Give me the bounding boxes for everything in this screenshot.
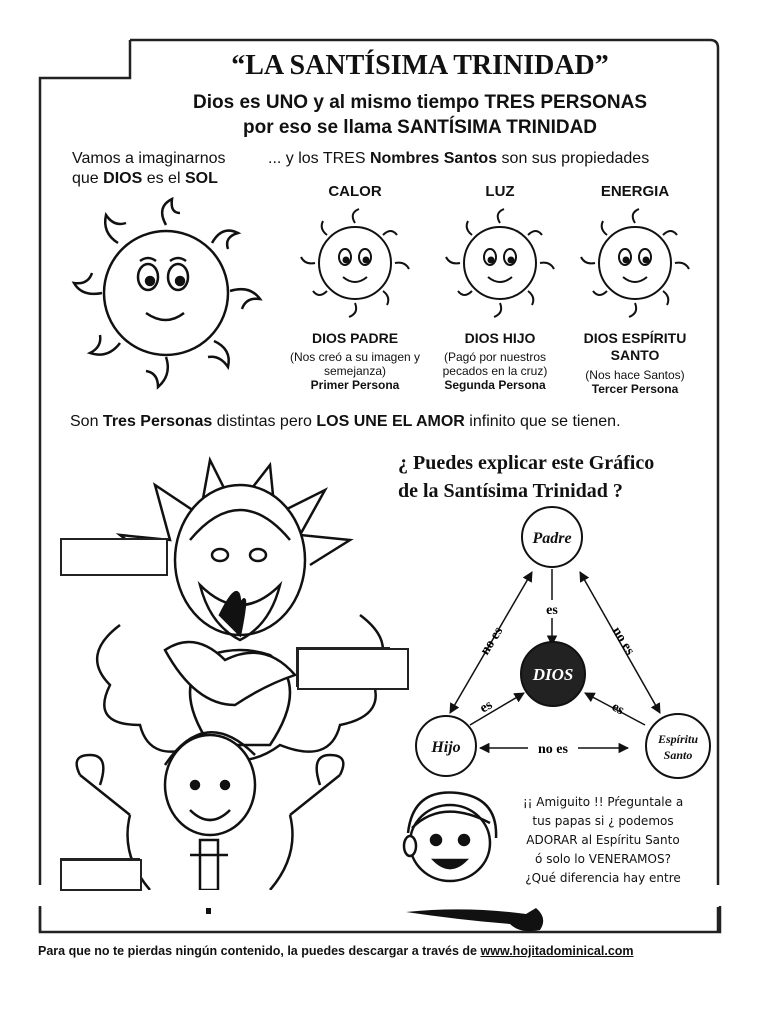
intro-left-2: que DIOS es el SOL bbox=[72, 170, 218, 187]
label-es-left: es bbox=[477, 697, 496, 717]
footer-text: Para que no te pierdas ningún contenido, la puedes descargar a través de www.hojitadominical.com bbox=[38, 944, 634, 958]
label-no-es-right: no es bbox=[608, 624, 638, 658]
kid-text-line-4: ó solo lo VENERAMOS? bbox=[535, 852, 671, 866]
property-name-energia: ENERGIA bbox=[600, 183, 670, 200]
property-name-luz: LUZ bbox=[485, 183, 515, 200]
kid-text-line-2: tus papas si ¿ podemos bbox=[532, 814, 674, 828]
label-padre: Padre bbox=[532, 530, 572, 547]
question-line-1: ¿ Puedes explicar este Gráfico bbox=[398, 452, 655, 474]
label-no-es-left: no es bbox=[477, 624, 507, 658]
label-espiritu-1: Espíritu bbox=[657, 732, 699, 746]
person-hijo: DIOS HIJO bbox=[464, 330, 536, 346]
label-es-top: es bbox=[546, 603, 558, 618]
node-espiritu bbox=[646, 714, 710, 778]
big-sun-illustration bbox=[62, 195, 272, 395]
page-title: “LA SANTÍSIMA TRINIDAD” bbox=[231, 50, 609, 81]
note-hijo: (Pagó por nuestros pecados en la cruz) Segunda Persona bbox=[442, 350, 548, 392]
subtitle-line-1: Dios es UNO y al mismo tiempo TRES PERSONAS bbox=[193, 92, 647, 113]
footer-link[interactable]: www.hojitadominical.com bbox=[480, 944, 634, 958]
kid-text-line-3: ADORAR al Espíritu Santo bbox=[526, 833, 680, 847]
label-es-right: es bbox=[608, 699, 627, 719]
property-name-calor: CALOR bbox=[328, 183, 382, 200]
intro-left-1: Vamos a imaginarnos bbox=[72, 150, 226, 167]
label-hijo: Hijo bbox=[431, 739, 461, 756]
label-espiritu-2: Santo bbox=[663, 748, 693, 762]
properties-row bbox=[290, 180, 730, 410]
question-line-2: de la Santísima Trinidad ? bbox=[398, 480, 623, 502]
kid-question-text bbox=[503, 793, 703, 888]
intro-right: ... y los TRES Nombres Santos son sus propiedades bbox=[268, 150, 650, 167]
label-dios: DIOS bbox=[532, 665, 574, 684]
kid-text-line-1: ¡¡ Amiguito !! Pŕeguntale a bbox=[522, 795, 684, 809]
page-bottom-edge bbox=[36, 900, 726, 940]
trinity-diagram bbox=[390, 505, 730, 790]
subtitle-line-2: por eso se llama SANTÍSIMA TRINIDAD bbox=[242, 117, 598, 138]
person-padre: DIOS PADRE bbox=[311, 330, 399, 346]
answer-box-hijo[interactable] bbox=[60, 859, 142, 891]
answer-box-padre[interactable] bbox=[60, 538, 168, 576]
summary-line: Son Tres Personas distintas pero LOS UNE EL AMOR infinito que se tienen. bbox=[70, 413, 621, 430]
small-suns bbox=[300, 208, 740, 318]
person-espiritu: DIOS ESPÍRITU SANTO bbox=[583, 330, 687, 363]
kid-text-line-5: ¿Qué diferencia hay entre bbox=[525, 871, 681, 885]
note-espiritu: (Nos hace Santos) Tercer Persona bbox=[585, 368, 685, 396]
label-no-es-bottom: no es bbox=[538, 742, 568, 757]
kid-illustration bbox=[398, 788, 503, 888]
note-padre: (Nos creó a su imagen y semejanza) Primer Persona bbox=[289, 350, 421, 392]
